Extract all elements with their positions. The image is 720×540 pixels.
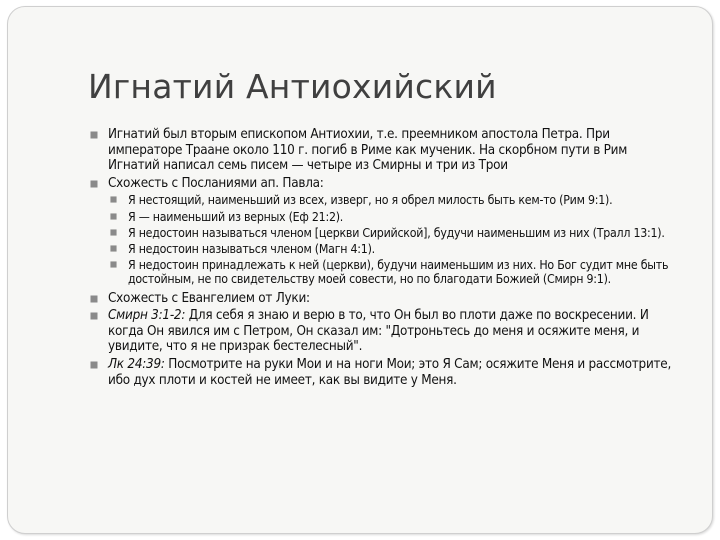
sub-bullet-item (90, 226, 680, 240)
square-bullet-icon (90, 131, 98, 139)
sub-bullet-list (90, 193, 680, 286)
square-bullet-icon (110, 229, 117, 236)
bullet-text: Схожесть с Посланиями ап. Павла: (108, 175, 324, 191)
sub-bullet-item (90, 193, 680, 207)
sub-bullet-text: Я — наименьший из верных (Еф 21:2). (128, 209, 344, 224)
square-bullet-icon (110, 245, 117, 252)
sub-bullet-item (90, 242, 680, 256)
square-bullet-icon (110, 196, 117, 203)
bullet-item (90, 127, 680, 174)
slide-title: Игнатий Антиохийский (88, 67, 497, 106)
square-bullet-icon (110, 261, 117, 268)
square-bullet-icon (90, 312, 98, 320)
bullet-item (90, 357, 680, 388)
square-bullet-icon (90, 361, 98, 369)
scripture-reference: Смирн 3:1-2: (108, 308, 186, 324)
sub-bullet-text: Я недостоин называться членом (Магн 4:1). (128, 241, 375, 256)
square-bullet-icon (90, 295, 98, 303)
square-bullet-icon (90, 180, 98, 188)
bullet-item (90, 176, 680, 192)
bullet-text: Для себя я знаю и верю в то, что Он был во плоти даже по воскресении. И когда Он явился им с Петром, Он сказал им: "Дотроньтесь до меня и осяжите меня, и увидите, что я не призрак бестелесный". (108, 308, 649, 355)
bullet-item (90, 308, 680, 355)
bullet-text: Игнатий был вторым епископом Антиохии, т.е. преемником апостола Петра. При императоре Траане около 110 г. погиб в Риме как мученик. На скорбном пути в Рим Игнатий написал семь писем — четыре из Смирны и три из Трои (108, 127, 628, 174)
bullet-text: Схожесть с Евангелием от Луки: (108, 290, 310, 306)
sub-bullet-item (90, 258, 680, 286)
bullet-text: Посмотрите на руки Мои и на ноги Мои; это Я Сам; осяжите Меня и рассмотрите, ибо дух плоти и костей не имеет, как вы видите у Меня. (108, 356, 672, 388)
sub-bullet-item (90, 210, 680, 224)
sub-bullet-text: Я нестоящий, наименьший из всех, изверг, но я обрел милость быть кем-то (Рим 9:1). (128, 193, 613, 208)
square-bullet-icon (110, 213, 117, 220)
bullet-item (90, 291, 680, 307)
sub-bullet-text: Я недостоин называться членом [церкви Сирийской], будучи наименьшим из них (Тралл 13:1). (128, 225, 665, 240)
scripture-reference: Лк 24:39: (108, 356, 165, 372)
slide (7, 6, 713, 534)
sub-bullet-text: Я недостоин принадлежать к ней (церкви), будучи наименьшим из них. Но Бог судит мне быть достойным, не по свидетельству моей совести, но по благодати Божией (Смирн 9:1). (128, 258, 669, 287)
slide-content (90, 127, 680, 390)
